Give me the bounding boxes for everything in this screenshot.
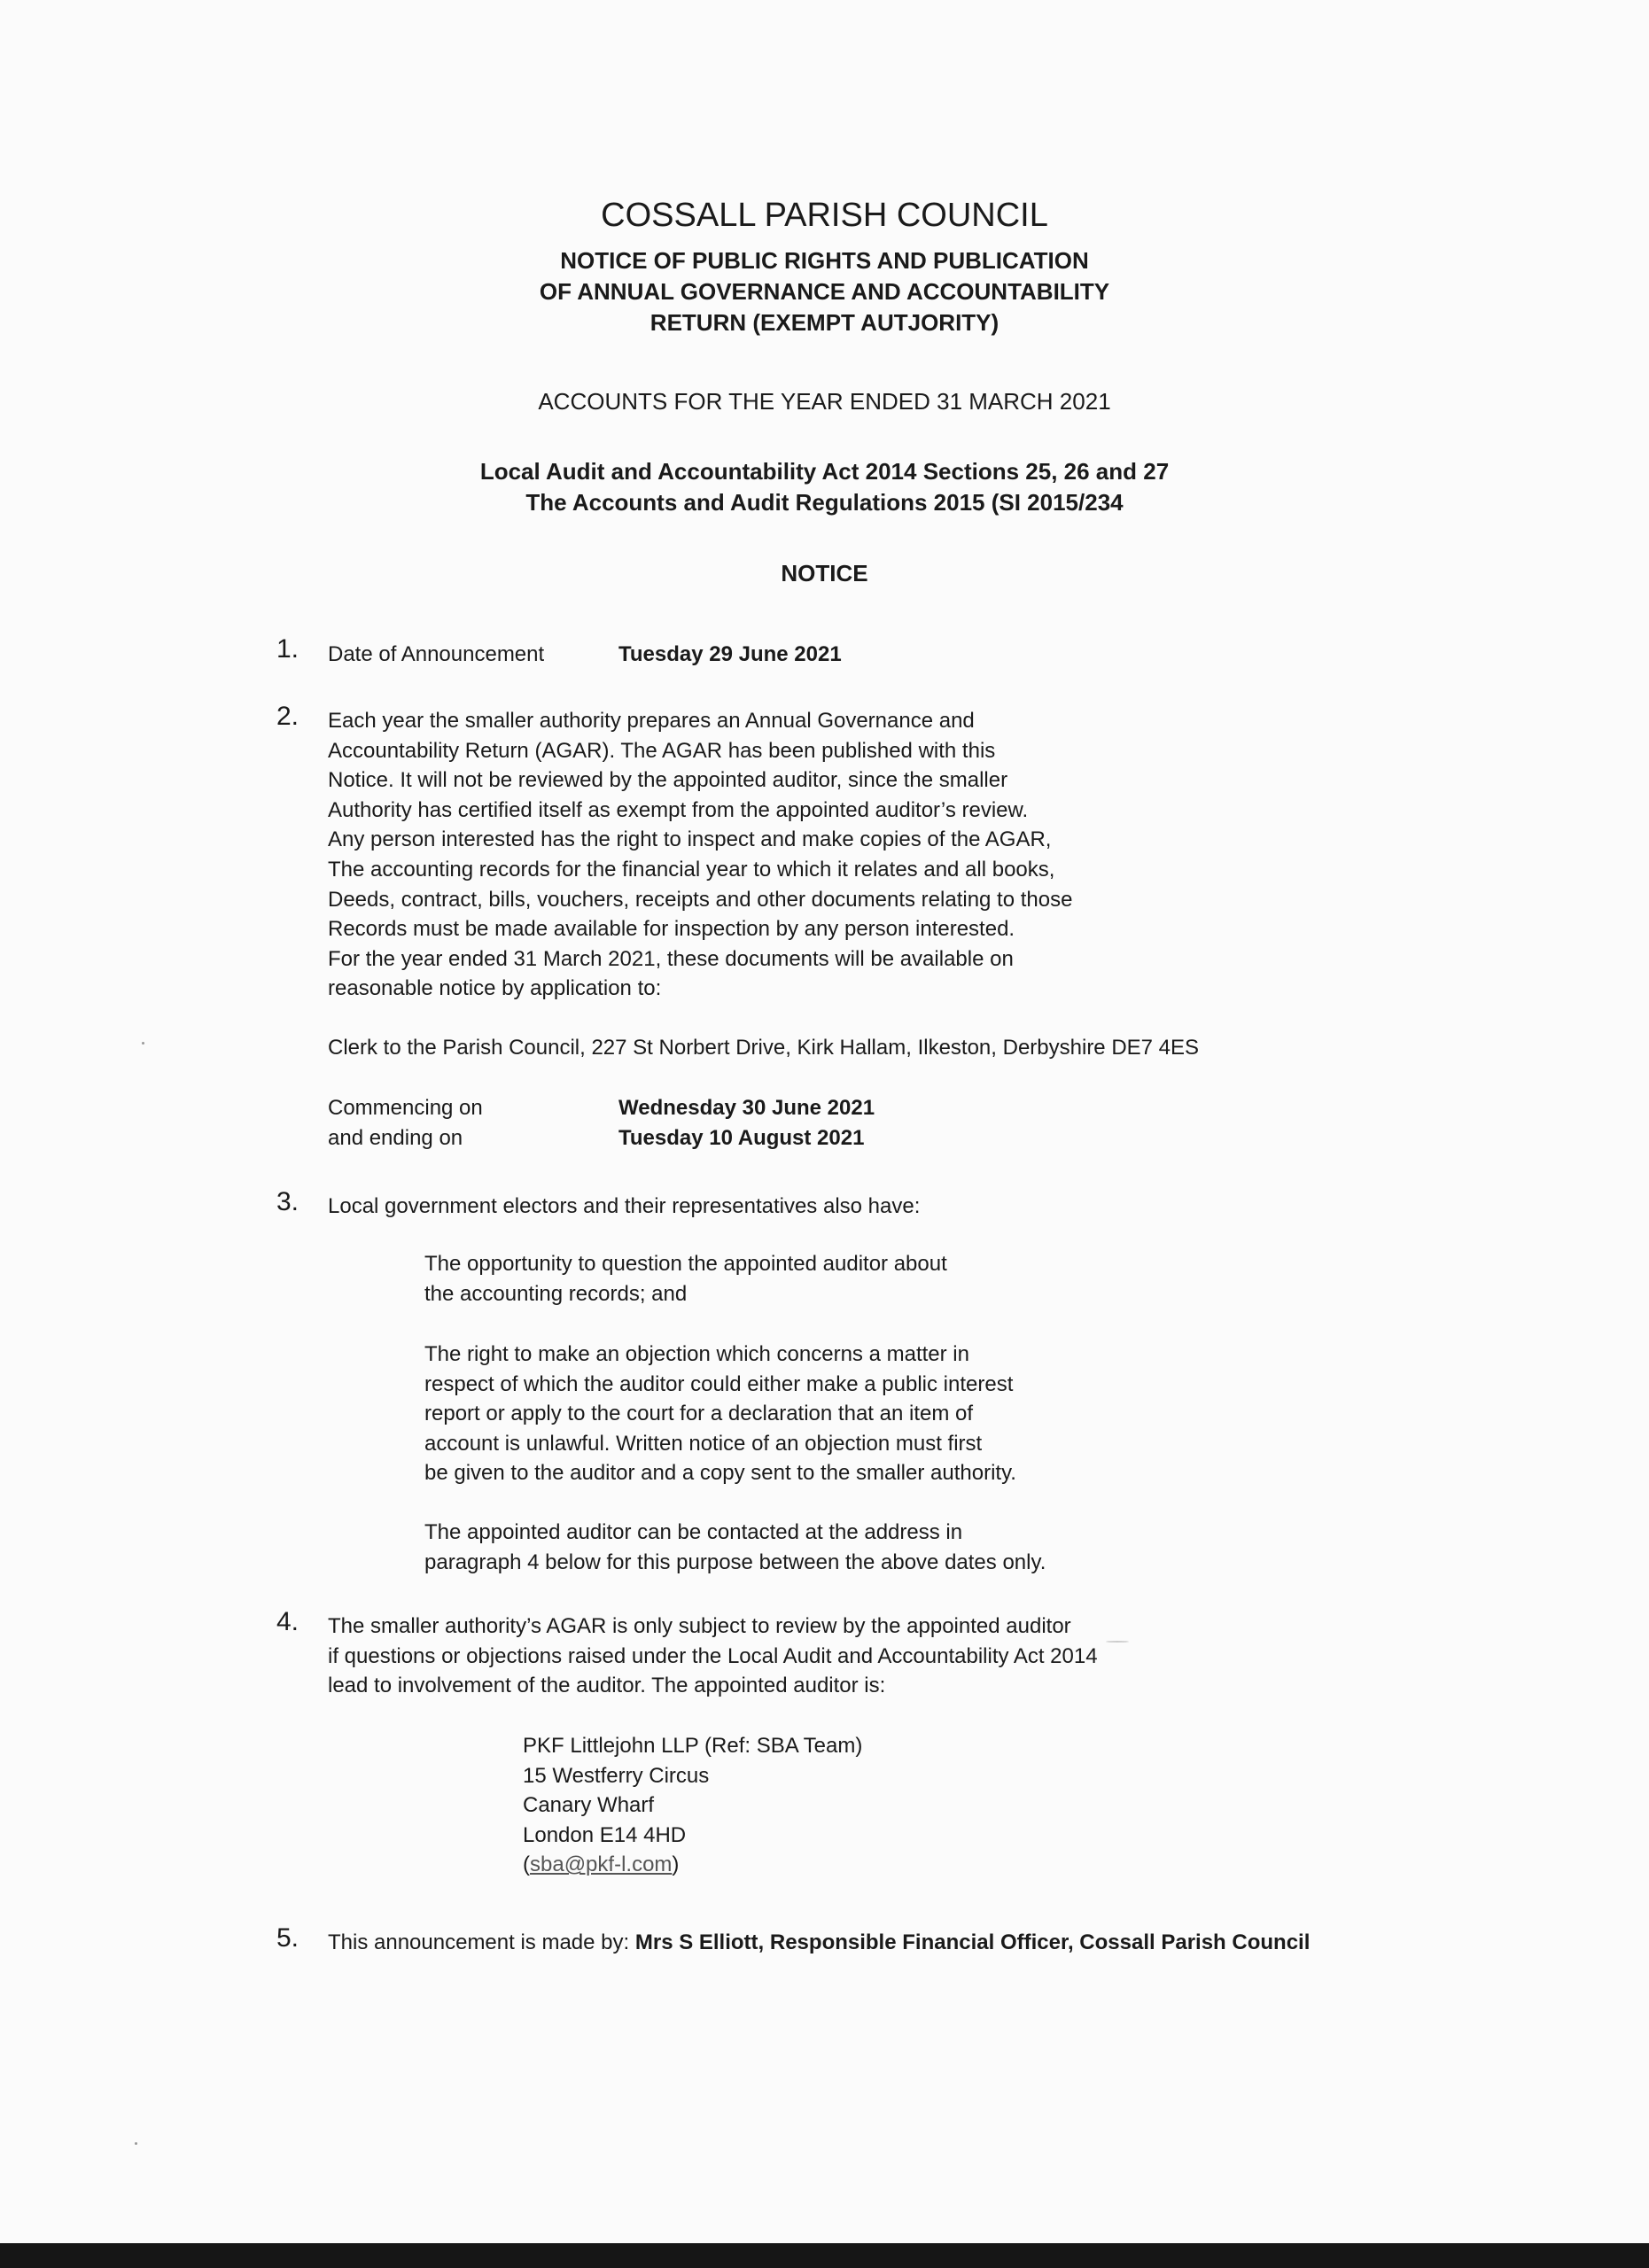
ending-label: and ending on <box>328 1126 463 1150</box>
commencing-label: Commencing on <box>328 1096 483 1120</box>
item-3-intro: Local government electors and their representatives also have: <box>328 1194 921 1218</box>
item-3-number: 3. <box>276 1187 299 1216</box>
auditor-address-line: London E14 4HD <box>523 1822 687 1847</box>
email-paren-close: ) <box>672 1852 680 1877</box>
item-2-line: Records must be made available for inspection by any person interested. <box>328 917 1015 942</box>
item-3-para2-line: respect of which the auditor could either make a public interest <box>424 1371 1014 1396</box>
item-3-para1-line: the accounting records; and <box>424 1281 688 1306</box>
auditor-address-line: 15 Westferry Circus <box>523 1763 710 1788</box>
item-4-line: lead to involvement of the auditor. The appointed auditor is: <box>328 1674 886 1698</box>
item-3-para2-line: be given to the auditor and a copy sent to the smaller authority. <box>424 1461 1016 1486</box>
item-2-line: Each year the smaller authority prepares an Annual Governance and <box>328 709 975 733</box>
document-title: COSSALL PARISH COUNCIL <box>601 197 1048 234</box>
subtitle-line-3: RETURN (EXEMPT AUTJORITY) <box>649 309 1000 336</box>
responsible-officer: Mrs S Elliott, Responsible Financial Officer, Cossall Parish Council <box>634 1930 1311 1954</box>
auditor-email-link[interactable]: sba@pkf-l.com <box>530 1852 673 1877</box>
auditor-address-line: PKF Littlejohn LLP (Ref: SBA Team) <box>523 1734 863 1758</box>
item-5-number: 5. <box>276 1923 299 1953</box>
item-2-line: For the year ended 31 March 2021, these documents will be available on <box>328 946 1014 971</box>
email-paren-open: ( <box>523 1852 530 1877</box>
commencing-date: Wednesday 30 June 2021 <box>618 1096 875 1120</box>
item-3-para1-line: The opportunity to question the appointed auditor about <box>424 1252 947 1276</box>
item-3-para-question <box>424 1249 947 1309</box>
item-3-para-contact <box>424 1518 1046 1577</box>
item-2-line: Deeds, contract, bills, vouchers, receipts and other documents relating to those <box>328 887 1073 912</box>
item-3-para-objection <box>424 1340 1016 1488</box>
subtitle-line-1: NOTICE OF PUBLIC RIGHTS AND PUBLICATION <box>560 247 1089 274</box>
item-1-number: 1. <box>276 634 299 664</box>
item-1-label: Date of Announcement <box>328 642 545 666</box>
item-2-body <box>328 706 1072 1004</box>
scan-edge-strip <box>0 2243 1649 2268</box>
item-4-line: The smaller authority’s AGAR is only subject to review by the appointed auditor <box>328 1614 1071 1638</box>
scan-speck <box>1106 1641 1129 1643</box>
item-3-para2-line: account is unlawful. Written notice of an objection must first <box>424 1431 983 1456</box>
auditor-email-line <box>523 1850 862 1880</box>
item-3-para3-line: paragraph 4 below for this purpose between the above dates only. <box>424 1550 1046 1574</box>
accounts-year-line: ACCOUNTS FOR THE YEAR ENDED 31 MARCH 2021 <box>538 388 1111 415</box>
item-4-body <box>328 1612 1098 1701</box>
ending-date: Tuesday 10 August 2021 <box>618 1126 865 1150</box>
clerk-address: Clerk to the Parish Council, 227 St Norbert Drive, Kirk Hallam, Ilkeston, Derbyshire DE7 4ES <box>328 1036 1200 1060</box>
item-2-line: Accountability Return (AGAR). The AGAR has been published with this <box>328 738 996 763</box>
item-2-number: 2. <box>276 702 299 731</box>
item-2-line: reasonable notice by application to: <box>328 976 662 1001</box>
item-5-label: This announcement is made by: <box>328 1930 630 1954</box>
scan-speck <box>135 2142 137 2145</box>
item-3-para2-line: report or apply to the court for a declaration that an item of <box>424 1402 974 1426</box>
legislation-line-2: The Accounts and Audit Regulations 2015 (SI 2015/234 <box>525 489 1124 516</box>
scan-speck <box>142 1042 144 1045</box>
notice-heading: NOTICE <box>781 560 868 586</box>
item-2-line: Authority has certified itself as exempt from the appointed auditor’s review. <box>328 797 1029 822</box>
auditor-address-line: Canary Wharf <box>523 1793 655 1818</box>
item-3-para2-line: The right to make an objection which concerns a matter in <box>424 1342 969 1366</box>
subtitle-line-2: OF ANNUAL GOVERNANCE AND ACCOUNTABILITY <box>539 278 1110 305</box>
item-4-line: if questions or objections raised under the Local Audit and Accountability Act 2014 <box>328 1643 1098 1668</box>
legislation-line-1: Local Audit and Accountability Act 2014 Sections 25, 26 and 27 <box>479 458 1170 485</box>
item-2-line: Notice. It will not be reviewed by the appointed auditor, since the smaller <box>328 768 1008 793</box>
announcement-date: Tuesday 29 June 2021 <box>618 642 842 666</box>
item-5-statement <box>328 1928 1310 1958</box>
item-3-para3-line: The appointed auditor can be contacted at the address in <box>424 1520 963 1544</box>
item-2-line: The accounting records for the financial year to which it relates and all books, <box>328 857 1055 882</box>
auditor-address <box>523 1731 862 1880</box>
item-4-number: 4. <box>276 1607 299 1636</box>
item-2-line: Any person interested has the right to inspect and make copies of the AGAR, <box>328 827 1052 852</box>
